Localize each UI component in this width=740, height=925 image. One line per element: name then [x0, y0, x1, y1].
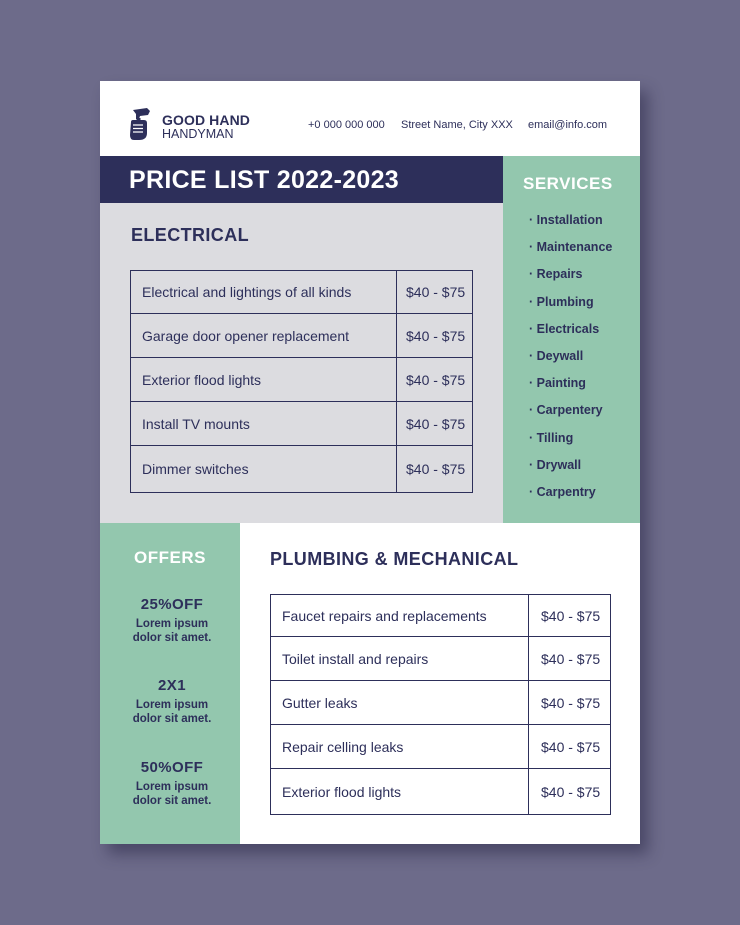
offer-headline: 2X1	[158, 677, 186, 694]
offer-description-line: Lorem ipsum	[135, 781, 209, 793]
price-cell: $40 - $75	[397, 358, 473, 402]
list-item: · Repairs	[529, 267, 583, 282]
contact-phone: +0 000 000 000	[308, 119, 385, 131]
price-cell: $40 - $75	[529, 637, 611, 681]
list-item: · Installation	[529, 213, 603, 227]
list-item: · Carpentery	[529, 403, 603, 418]
item-cell: Gutter leaks	[271, 681, 529, 725]
offer-description-line: dolor sit amet.	[132, 632, 212, 644]
offer-description	[100, 780, 244, 808]
table-row	[131, 314, 473, 358]
price-cell: $40 - $75	[397, 271, 473, 314]
item-cell: Toilet install and repairs	[271, 637, 529, 681]
list-item: · Deywall	[529, 348, 584, 363]
item-cell: Garage door opener replacement	[131, 314, 397, 358]
table-row	[271, 769, 611, 815]
title-bar	[100, 156, 503, 203]
offer-description	[100, 698, 244, 726]
list-item: · Maintenance	[529, 240, 613, 255]
price-cell: $40 - $75	[397, 402, 473, 446]
offer-description-line: Lorem ipsum	[135, 618, 209, 630]
price-cell: $40 - $75	[529, 725, 611, 769]
table-row	[271, 595, 611, 637]
table-row	[271, 681, 611, 725]
offer-item	[100, 596, 244, 645]
price-cell: $40 - $75	[397, 446, 473, 493]
brand-name-top: GOOD HAND	[162, 112, 251, 128]
table-row	[131, 358, 473, 402]
hammer-hand-icon	[127, 107, 159, 143]
item-cell: Electrical and lightings of all kinds	[131, 271, 397, 314]
item-cell: Repair celling leaks	[271, 725, 529, 769]
offer-item	[100, 677, 244, 726]
electrical-price-table	[130, 270, 473, 493]
offer-headline: 50%OFF	[140, 759, 204, 776]
offer-description-line: Lorem ipsum	[135, 699, 209, 711]
plumbing-price-table	[270, 594, 611, 815]
electrical-section	[100, 203, 503, 523]
price-cell: $40 - $75	[529, 595, 611, 637]
contact-email: email@info.com	[528, 119, 608, 131]
list-item: · Tilling	[529, 430, 574, 445]
services-title: SERVICES	[523, 174, 613, 193]
offer-headline: 25%OFF	[140, 596, 204, 613]
list-item: · Painting	[529, 376, 586, 391]
list-item: · Plumbing	[529, 294, 594, 309]
offers-panel	[100, 523, 240, 844]
price-cell: $40 - $75	[529, 769, 611, 815]
item-cell: Exterior flood lights	[131, 358, 397, 402]
list-item: · Electricals	[529, 321, 600, 336]
offer-description	[100, 617, 244, 645]
brand-name	[162, 113, 250, 141]
offer-item	[100, 759, 244, 808]
table-row	[271, 637, 611, 681]
price-cell: $40 - $75	[529, 681, 611, 725]
list-item: · Carpentry	[529, 484, 596, 499]
offer-description-line: dolor sit amet.	[132, 795, 212, 807]
table-row	[271, 725, 611, 769]
header	[100, 81, 640, 156]
item-cell: Exterior flood lights	[271, 769, 529, 815]
contact-address: Street Name, City XXX	[401, 119, 513, 131]
electrical-title: ELECTRICAL	[131, 225, 249, 245]
list-item: · Drywall	[529, 457, 582, 472]
services-panel	[503, 156, 640, 523]
services-list	[529, 213, 612, 512]
item-cell: Faucet repairs and replacements	[271, 595, 529, 637]
offers-title: OFFERS	[134, 548, 206, 567]
table-row	[131, 446, 473, 493]
item-cell: Dimmer switches	[131, 446, 397, 493]
price-cell: $40 - $75	[397, 314, 473, 358]
offer-description-line: dolor sit amet.	[132, 713, 212, 725]
plumbing-title: PLUMBING & MECHANICAL	[270, 549, 519, 569]
price-list-flyer	[100, 81, 640, 844]
page-title: PRICE LIST 2022-2023	[129, 166, 400, 194]
brand-name-bottom: HANDYMAN	[162, 127, 234, 141]
item-cell: Install TV mounts	[131, 402, 397, 446]
table-row	[131, 402, 473, 446]
table-row	[131, 271, 473, 314]
